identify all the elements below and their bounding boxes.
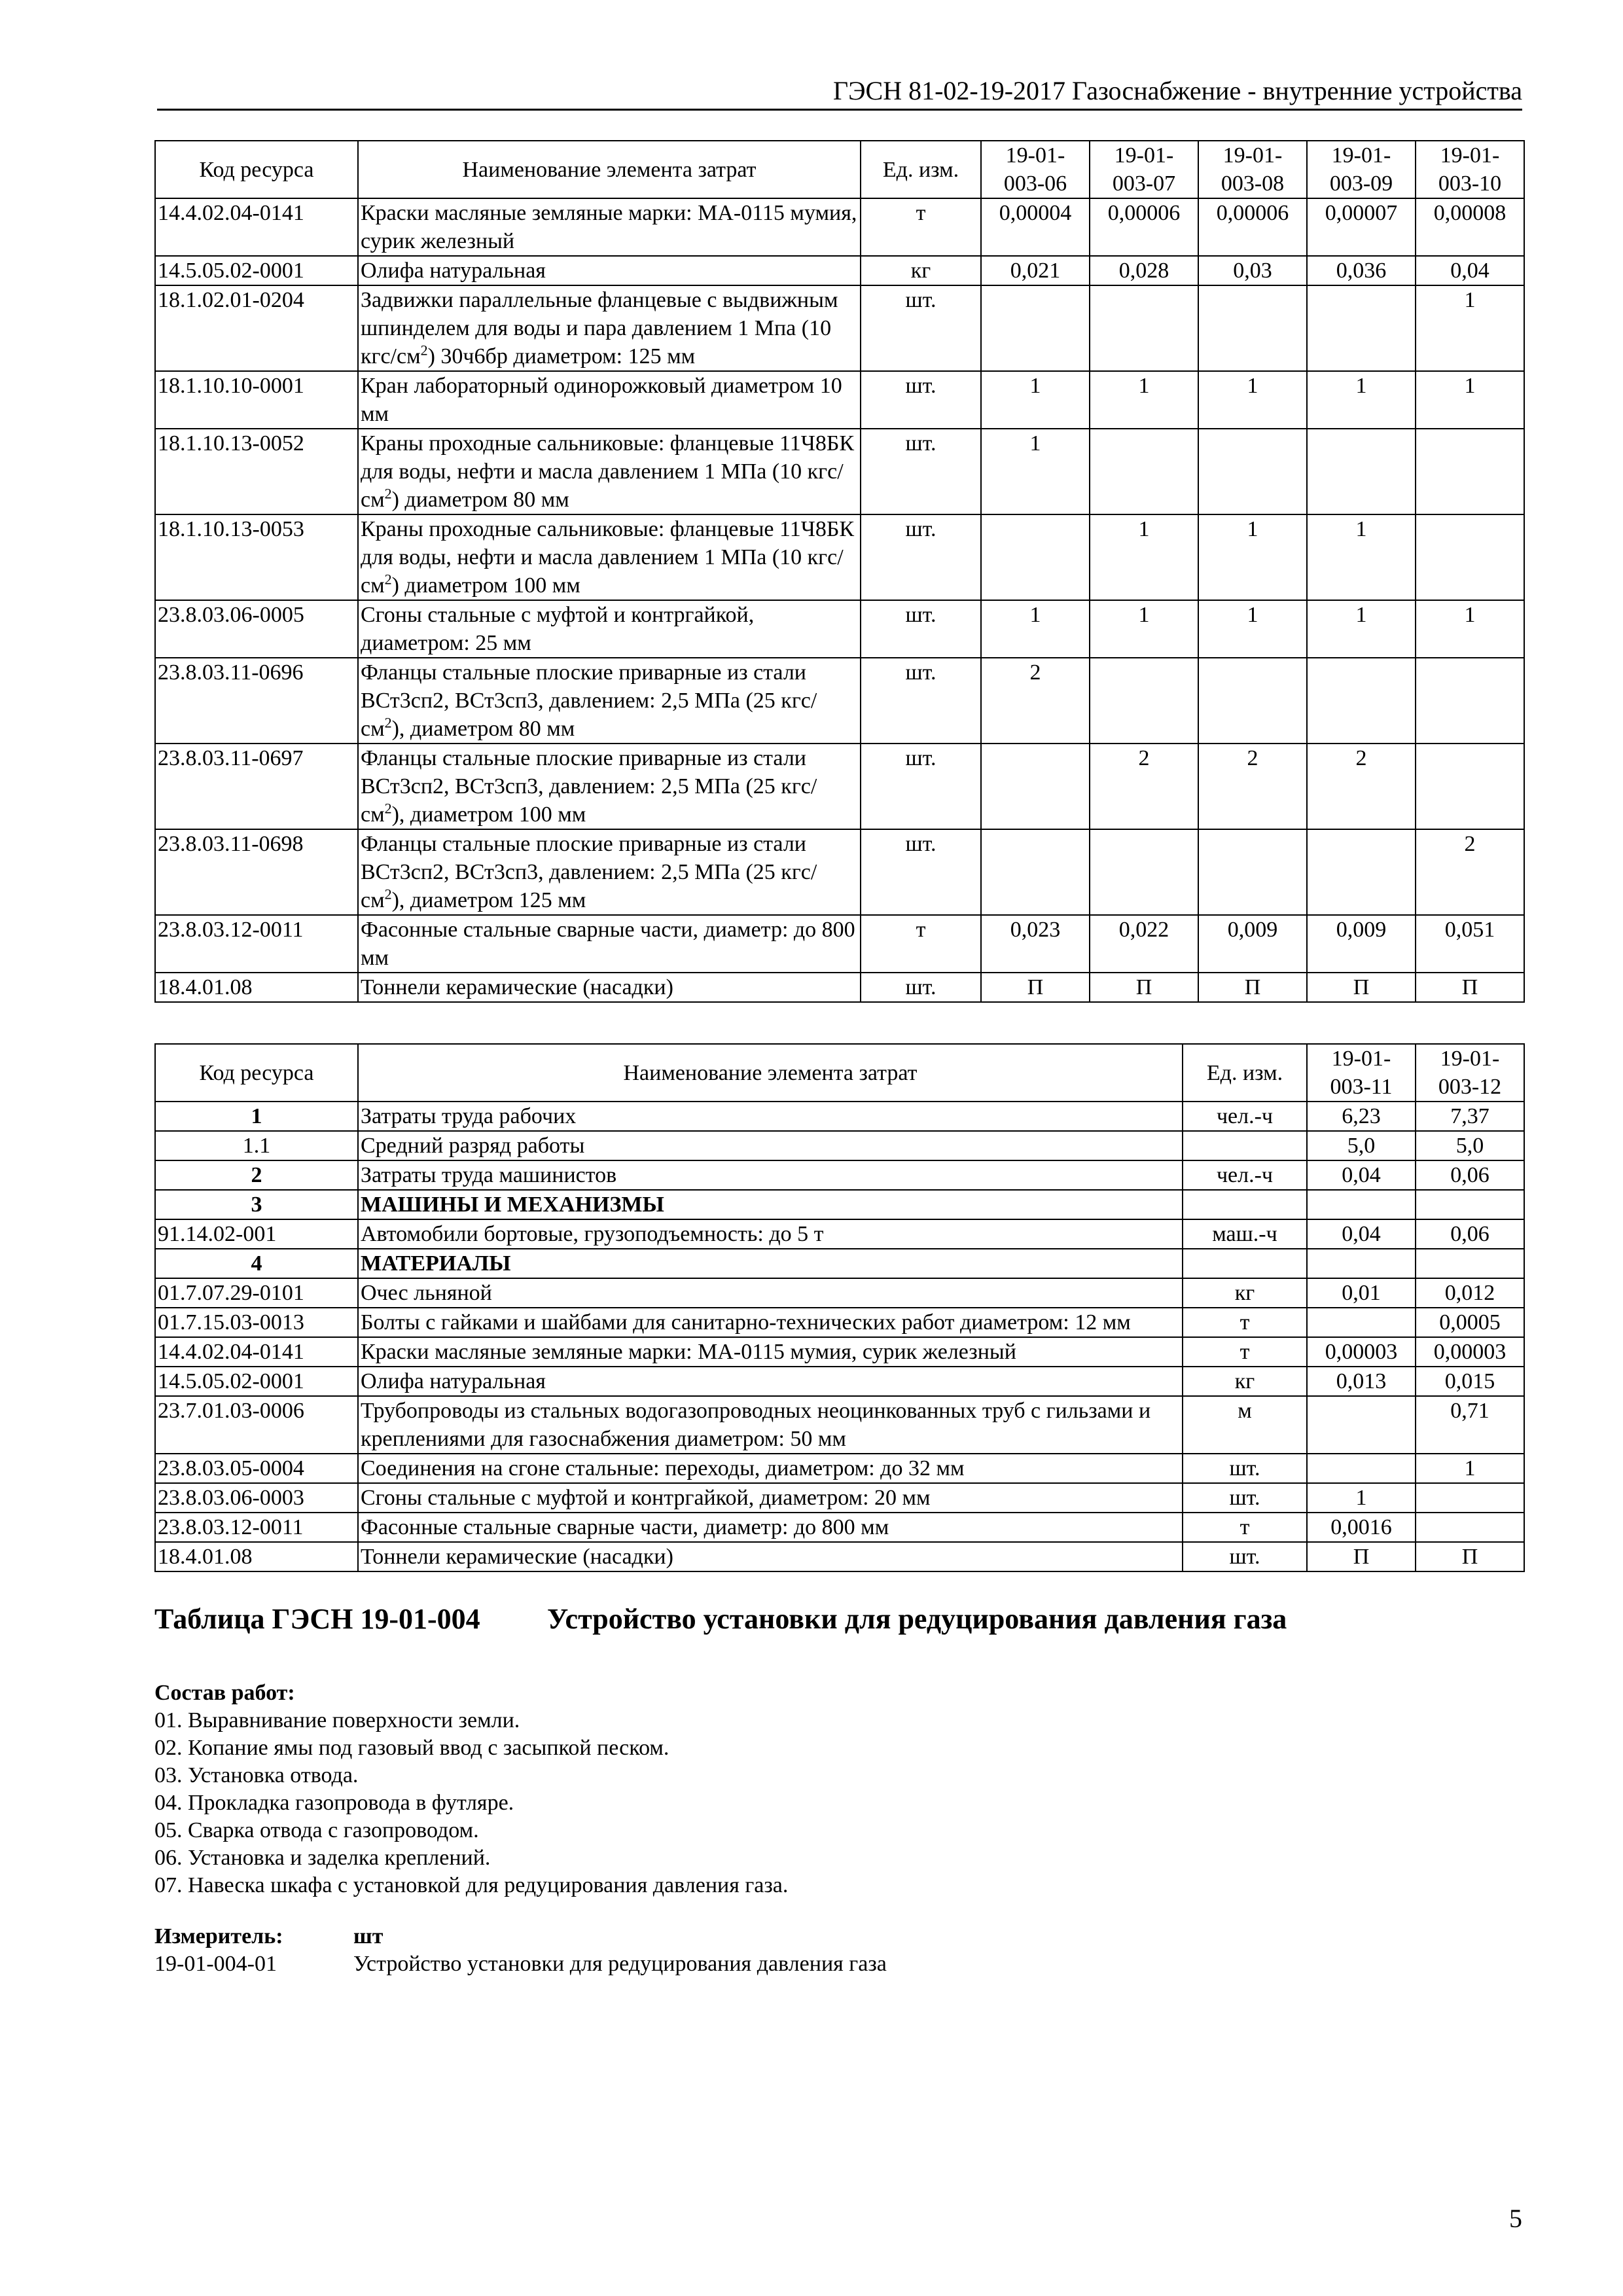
cell-value: 7,37 bbox=[1416, 1102, 1524, 1131]
cell-value: 0,00008 bbox=[1416, 198, 1524, 256]
table-row bbox=[155, 915, 1524, 973]
cell-value bbox=[981, 285, 1090, 371]
cell-value: П bbox=[1198, 973, 1307, 1002]
cell-value: П bbox=[1416, 1542, 1524, 1571]
cell-name: Болты с гайками и шайбами для санитарно-технических работ диаметром: 12 мм bbox=[358, 1308, 1183, 1337]
table-header-row bbox=[155, 141, 1524, 198]
cell-value: 5,0 bbox=[1307, 1131, 1416, 1160]
table-name: Устройство установки для редуцирования давления газа bbox=[547, 1603, 1287, 1635]
cell-value: 2 bbox=[1416, 829, 1524, 915]
cell-unit: шт. bbox=[861, 371, 981, 429]
cell-value: 0,036 bbox=[1307, 256, 1416, 285]
cell-value: 1 bbox=[1307, 514, 1416, 600]
cell-unit: т bbox=[1183, 1337, 1307, 1367]
cell-value: 1 bbox=[1307, 600, 1416, 658]
cell-code: 23.8.03.11-0698 bbox=[155, 829, 358, 915]
table-row bbox=[155, 429, 1524, 514]
cell-unit: шт. bbox=[861, 514, 981, 600]
cell-value: 2 bbox=[1307, 744, 1416, 829]
cell-name: Фасонные стальные сварные части, диаметр: до 800 мм bbox=[358, 1513, 1183, 1542]
cell-value: 6,23 bbox=[1307, 1102, 1416, 1131]
cell-code: 23.8.03.12-0011 bbox=[155, 1513, 358, 1542]
cell-value: 0,013 bbox=[1307, 1367, 1416, 1396]
cell-code: 18.4.01.08 bbox=[155, 1542, 358, 1571]
cell-code: 14.4.02.04-0141 bbox=[155, 198, 358, 256]
cell-value bbox=[1307, 1190, 1416, 1219]
cell-value bbox=[1090, 429, 1198, 514]
cell-value bbox=[1416, 1249, 1524, 1278]
cell-value: 1 bbox=[1416, 600, 1524, 658]
cell-code: 23.8.03.05-0004 bbox=[155, 1454, 358, 1483]
list-item: 01. Выравнивание поверхности земли. bbox=[154, 1708, 520, 1732]
cell-value: 5,0 bbox=[1416, 1131, 1524, 1160]
cell-value: 1 bbox=[1198, 371, 1307, 429]
cell-value bbox=[1307, 1308, 1416, 1337]
table-row bbox=[155, 371, 1524, 429]
cell-value: 0,015 bbox=[1416, 1367, 1524, 1396]
cell-unit: шт. bbox=[861, 658, 981, 744]
cell-name: Соединения на сгоне стальные: переходы, диаметром: до 32 мм bbox=[358, 1454, 1183, 1483]
cell-value: 0,00007 bbox=[1307, 198, 1416, 256]
table-label: Таблица ГЭСН 19-01-004 bbox=[154, 1603, 480, 1635]
table-row bbox=[155, 1190, 1524, 1219]
cell-code: 2 bbox=[155, 1160, 358, 1190]
list-item: 06. Установка и заделка креплений. bbox=[154, 1846, 491, 1870]
cell-value: 0,009 bbox=[1307, 915, 1416, 973]
cell-code: 23.8.03.06-0003 bbox=[155, 1483, 358, 1513]
cell-value bbox=[1307, 658, 1416, 744]
col-header-norm: 19-01- 003-06 bbox=[981, 141, 1090, 198]
list-item: 05. Сварка отвода с газопроводом. bbox=[154, 1818, 479, 1842]
cell-unit: т bbox=[1183, 1513, 1307, 1542]
table-row bbox=[155, 1483, 1524, 1513]
cell-value: 0,012 bbox=[1416, 1278, 1524, 1308]
cell-code: 18.1.10.13-0052 bbox=[155, 429, 358, 514]
table-row bbox=[155, 1308, 1524, 1337]
table-row bbox=[155, 600, 1524, 658]
cell-name: Фланцы стальные плоские приварные из стали ВСт3сп2, ВСт3сп3, давлением: 2,5 МПа (25 кгс/$см^2$), диаметром 80 мм bbox=[358, 658, 861, 744]
cell-value: 0,00003 bbox=[1307, 1337, 1416, 1367]
item-code: 19-01-004-01 bbox=[154, 1952, 277, 1976]
col-header-name: Наименование элемента затрат bbox=[358, 1044, 1183, 1102]
cell-name: Затраты труда рабочих bbox=[358, 1102, 1183, 1131]
table-row bbox=[155, 1337, 1524, 1367]
meter-block bbox=[154, 1923, 1332, 1978]
cell-code: 18.4.01.08 bbox=[155, 973, 358, 1002]
table-row bbox=[155, 1160, 1524, 1190]
cell-code: 18.1.02.01-0204 bbox=[155, 285, 358, 371]
table-row bbox=[155, 1367, 1524, 1396]
cell-value bbox=[1416, 658, 1524, 744]
cell-value: П bbox=[1090, 973, 1198, 1002]
cell-unit: т bbox=[1183, 1308, 1307, 1337]
cell-code: 23.8.03.11-0696 bbox=[155, 658, 358, 744]
cell-value: 0,021 bbox=[981, 256, 1090, 285]
cell-value: П bbox=[1416, 973, 1524, 1002]
cell-unit: шт. bbox=[1183, 1454, 1307, 1483]
cell-code: 23.7.01.03-0006 bbox=[155, 1396, 358, 1454]
table-row bbox=[155, 514, 1524, 600]
cell-unit: шт. bbox=[861, 973, 981, 1002]
table-header-row bbox=[155, 1044, 1524, 1102]
cell-value: 1 bbox=[1416, 1454, 1524, 1483]
cell-value: 2 bbox=[981, 658, 1090, 744]
cell-value: 0,00006 bbox=[1090, 198, 1198, 256]
section-title bbox=[154, 1602, 1287, 1636]
cell-value bbox=[1416, 514, 1524, 600]
cell-value: 0,051 bbox=[1416, 915, 1524, 973]
cell-name: Краны проходные сальниковые: фланцевые 11Ч8БК для воды, нефти и масла давлением 1 МПа (10 кгс/$см^2$) диаметром 100 мм bbox=[358, 514, 861, 600]
cell-name: МАТЕРИАЛЫ bbox=[358, 1249, 1183, 1278]
cell-code: 14.5.05.02-0001 bbox=[155, 1367, 358, 1396]
table-row bbox=[155, 1131, 1524, 1160]
cell-value: 0,71 bbox=[1416, 1396, 1524, 1454]
cell-value bbox=[1416, 1513, 1524, 1542]
cell-name: Краны проходные сальниковые: фланцевые 11Ч8БК для воды, нефти и масла давлением 1 МПа (10 кгс/$см^2$) диаметром 80 мм bbox=[358, 429, 861, 514]
cell-unit: шт. bbox=[861, 285, 981, 371]
cell-value: 0,0016 bbox=[1307, 1513, 1416, 1542]
cell-unit: т bbox=[861, 198, 981, 256]
list-item: 07. Навеска шкафа с установкой для редуцирования давления газа. bbox=[154, 1873, 789, 1897]
cell-value bbox=[1198, 429, 1307, 514]
page-number: 5 bbox=[1509, 2204, 1522, 2233]
cell-name: Краски масляные земляные марки: МА-0115 мумия, сурик железный bbox=[358, 1337, 1183, 1367]
cell-value bbox=[1416, 744, 1524, 829]
cell-code: 91.14.02-001 bbox=[155, 1219, 358, 1249]
cell-value: 0,022 bbox=[1090, 915, 1198, 973]
col-header-norm: 19-01- 003-12 bbox=[1416, 1044, 1524, 1102]
col-header-norm: 19-01- 003-09 bbox=[1307, 141, 1416, 198]
cell-value: 0,00004 bbox=[981, 198, 1090, 256]
cell-value: 0,028 bbox=[1090, 256, 1198, 285]
cell-value: 1 bbox=[1416, 285, 1524, 371]
cell-code: 14.4.02.04-0141 bbox=[155, 1337, 358, 1367]
cell-name: Трубопроводы из стальных водогазопроводных неоцинкованных труб с гильзами и креплениями для газоснабжения диаметром: 50 мм bbox=[358, 1396, 1183, 1454]
table-row bbox=[155, 1219, 1524, 1249]
cell-value: 0,01 bbox=[1307, 1278, 1416, 1308]
list-item: 04. Прокладка газопровода в футляре. bbox=[154, 1791, 514, 1815]
table-row bbox=[155, 1396, 1524, 1454]
list-item: 02. Копание ямы под газовый ввод с засыпкой песком. bbox=[154, 1736, 669, 1760]
table-row bbox=[155, 1454, 1524, 1483]
table-row bbox=[155, 1102, 1524, 1131]
cell-code: 1.1 bbox=[155, 1131, 358, 1160]
cell-value: П bbox=[981, 973, 1090, 1002]
table-row bbox=[155, 285, 1524, 371]
cell-value bbox=[981, 744, 1090, 829]
cell-code: 3 bbox=[155, 1190, 358, 1219]
table-row bbox=[155, 658, 1524, 744]
cell-unit: шт. bbox=[1183, 1483, 1307, 1513]
cell-code: 18.1.10.13-0053 bbox=[155, 514, 358, 600]
cell-value bbox=[1307, 1249, 1416, 1278]
cell-value: 0,04 bbox=[1416, 256, 1524, 285]
cell-value bbox=[1416, 1190, 1524, 1219]
cell-name: МАШИНЫ И МЕХАНИЗМЫ bbox=[358, 1190, 1183, 1219]
col-header-unit: Ед. изм. bbox=[1183, 1044, 1307, 1102]
table-row bbox=[155, 1542, 1524, 1571]
cell-value bbox=[1090, 829, 1198, 915]
cell-value bbox=[1307, 1396, 1416, 1454]
col-header-norm: 19-01- 003-07 bbox=[1090, 141, 1198, 198]
list-item: 03. Установка отвода. bbox=[154, 1763, 359, 1787]
cell-value: 1 bbox=[981, 371, 1090, 429]
cell-value: 1 bbox=[981, 600, 1090, 658]
cell-code: 4 bbox=[155, 1249, 358, 1278]
works-title: Состав работ: bbox=[154, 1681, 295, 1705]
cell-unit bbox=[1183, 1131, 1307, 1160]
cell-value: 1 bbox=[1090, 514, 1198, 600]
cell-value: 1 bbox=[1307, 371, 1416, 429]
cell-unit: чел.-ч bbox=[1183, 1160, 1307, 1190]
cell-name: Задвижки параллельные фланцевые с выдвижным шпинделем для воды и пара давлением 1 Мпа (10 кгс/$см^2$) 30ч6бр диаметром: 125 мм bbox=[358, 285, 861, 371]
cell-value bbox=[1198, 829, 1307, 915]
col-header-norm: 19-01- 003-11 bbox=[1307, 1044, 1416, 1102]
cell-value: 0,04 bbox=[1307, 1219, 1416, 1249]
cell-value bbox=[1090, 285, 1198, 371]
cell-name: Сгоны стальные с муфтой и контргайкой, диаметром: 25 мм bbox=[358, 600, 861, 658]
cell-value: 1 bbox=[1198, 514, 1307, 600]
resource-table-1 bbox=[154, 140, 1525, 1003]
cell-code: 18.1.10.10-0001 bbox=[155, 371, 358, 429]
cell-value: 1 bbox=[1198, 600, 1307, 658]
cell-value: 1 bbox=[981, 429, 1090, 514]
cell-value bbox=[981, 829, 1090, 915]
cell-value: 0,00006 bbox=[1198, 198, 1307, 256]
cell-code: 01.7.15.03-0013 bbox=[155, 1308, 358, 1337]
cell-name: Сгоны стальные с муфтой и контргайкой, диаметром: 20 мм bbox=[358, 1483, 1183, 1513]
col-header-name: Наименование элемента затрат bbox=[358, 141, 861, 198]
cell-name: Краски масляные земляные марки: МА-0115 мумия, сурик железный bbox=[358, 198, 861, 256]
cell-name: Фланцы стальные плоские приварные из стали ВСт3сп2, ВСт3сп3, давлением: 2,5 МПа (25 кгс/$см^2$), диаметром 100 мм bbox=[358, 744, 861, 829]
cell-name: Автомобили бортовые, грузоподъемность: до 5 т bbox=[358, 1219, 1183, 1249]
cell-value: 2 bbox=[1090, 744, 1198, 829]
cell-value bbox=[1198, 658, 1307, 744]
cell-unit: шт. bbox=[1183, 1542, 1307, 1571]
cell-value: 0,023 bbox=[981, 915, 1090, 973]
table-row bbox=[155, 1249, 1524, 1278]
table-row bbox=[155, 1278, 1524, 1308]
cell-name: Тоннели керамические (насадки) bbox=[358, 973, 861, 1002]
cell-value: 1 bbox=[1090, 371, 1198, 429]
cell-code: 23.8.03.11-0697 bbox=[155, 744, 358, 829]
col-header-code: Код ресурса bbox=[155, 1044, 358, 1102]
cell-value: П bbox=[1307, 1542, 1416, 1571]
cell-name: Затраты труда машинистов bbox=[358, 1160, 1183, 1190]
cell-value bbox=[1416, 429, 1524, 514]
cell-unit bbox=[1183, 1249, 1307, 1278]
cell-name: Олифа натуральная bbox=[358, 1367, 1183, 1396]
cell-unit: шт. bbox=[861, 829, 981, 915]
item-name: Устройство установки для редуцирования давления газа bbox=[353, 1952, 887, 1976]
cell-unit: кг bbox=[1183, 1278, 1307, 1308]
cell-code: 23.8.03.12-0011 bbox=[155, 915, 358, 973]
cell-value: 0,009 bbox=[1198, 915, 1307, 973]
cell-value bbox=[1307, 829, 1416, 915]
cell-value: 0,00003 bbox=[1416, 1337, 1524, 1367]
cell-code: 14.5.05.02-0001 bbox=[155, 256, 358, 285]
cell-name: Олифа натуральная bbox=[358, 256, 861, 285]
cell-value bbox=[1198, 285, 1307, 371]
cell-name: Очес льняной bbox=[358, 1278, 1183, 1308]
cell-unit bbox=[1183, 1190, 1307, 1219]
cell-code: 01.7.07.29-0101 bbox=[155, 1278, 358, 1308]
meter-value: шт bbox=[353, 1924, 383, 1948]
cell-value bbox=[1416, 1483, 1524, 1513]
cell-value bbox=[981, 514, 1090, 600]
table-row bbox=[155, 744, 1524, 829]
resource-table-2 bbox=[154, 1043, 1525, 1572]
cell-unit: маш.-ч bbox=[1183, 1219, 1307, 1249]
works-list bbox=[154, 1679, 788, 1899]
col-header-unit: Ед. изм. bbox=[861, 141, 981, 198]
cell-value bbox=[1307, 429, 1416, 514]
table-row bbox=[155, 256, 1524, 285]
cell-value: 2 bbox=[1198, 744, 1307, 829]
cell-unit: т bbox=[861, 915, 981, 973]
cell-unit: м bbox=[1183, 1396, 1307, 1454]
cell-value bbox=[1307, 1454, 1416, 1483]
cell-name: Фасонные стальные сварные части, диаметр: до 800 мм bbox=[358, 915, 861, 973]
cell-value: 0,06 bbox=[1416, 1160, 1524, 1190]
cell-value: 0,03 bbox=[1198, 256, 1307, 285]
col-header-norm: 19-01- 003-10 bbox=[1416, 141, 1524, 198]
cell-unit: чел.-ч bbox=[1183, 1102, 1307, 1131]
cell-value: 0,06 bbox=[1416, 1219, 1524, 1249]
col-header-code: Код ресурса bbox=[155, 141, 358, 198]
cell-value: 1 bbox=[1307, 1483, 1416, 1513]
cell-unit: шт. bbox=[861, 429, 981, 514]
cell-value: 0,0005 bbox=[1416, 1308, 1524, 1337]
table-row bbox=[155, 198, 1524, 256]
cell-name: Фланцы стальные плоские приварные из стали ВСт3сп2, ВСт3сп3, давлением: 2,5 МПа (25 кгс/$см^2$), диаметром 125 мм bbox=[358, 829, 861, 915]
cell-value bbox=[1307, 285, 1416, 371]
running-header: ГЭСН 81-02-19-2017 Газоснабжение - внутренние устройства bbox=[157, 73, 1522, 111]
cell-value: П bbox=[1307, 973, 1416, 1002]
cell-value: 0,04 bbox=[1307, 1160, 1416, 1190]
table-row bbox=[155, 973, 1524, 1002]
cell-unit: кг bbox=[1183, 1367, 1307, 1396]
cell-name: Средний разряд работы bbox=[358, 1131, 1183, 1160]
cell-unit: шт. bbox=[861, 600, 981, 658]
cell-code: 23.8.03.06-0005 bbox=[155, 600, 358, 658]
cell-unit: шт. bbox=[861, 744, 981, 829]
cell-value: 1 bbox=[1090, 600, 1198, 658]
cell-value: 1 bbox=[1416, 371, 1524, 429]
table-row bbox=[155, 829, 1524, 915]
cell-name: Кран лабораторный одинорожковый диаметром 10 мм bbox=[358, 371, 861, 429]
cell-unit: кг bbox=[861, 256, 981, 285]
cell-value bbox=[1090, 658, 1198, 744]
cell-name: Тоннели керамические (насадки) bbox=[358, 1542, 1183, 1571]
meter-label: Измеритель: bbox=[154, 1924, 283, 1948]
col-header-norm: 19-01- 003-08 bbox=[1198, 141, 1307, 198]
table-row bbox=[155, 1513, 1524, 1542]
cell-code: 1 bbox=[155, 1102, 358, 1131]
